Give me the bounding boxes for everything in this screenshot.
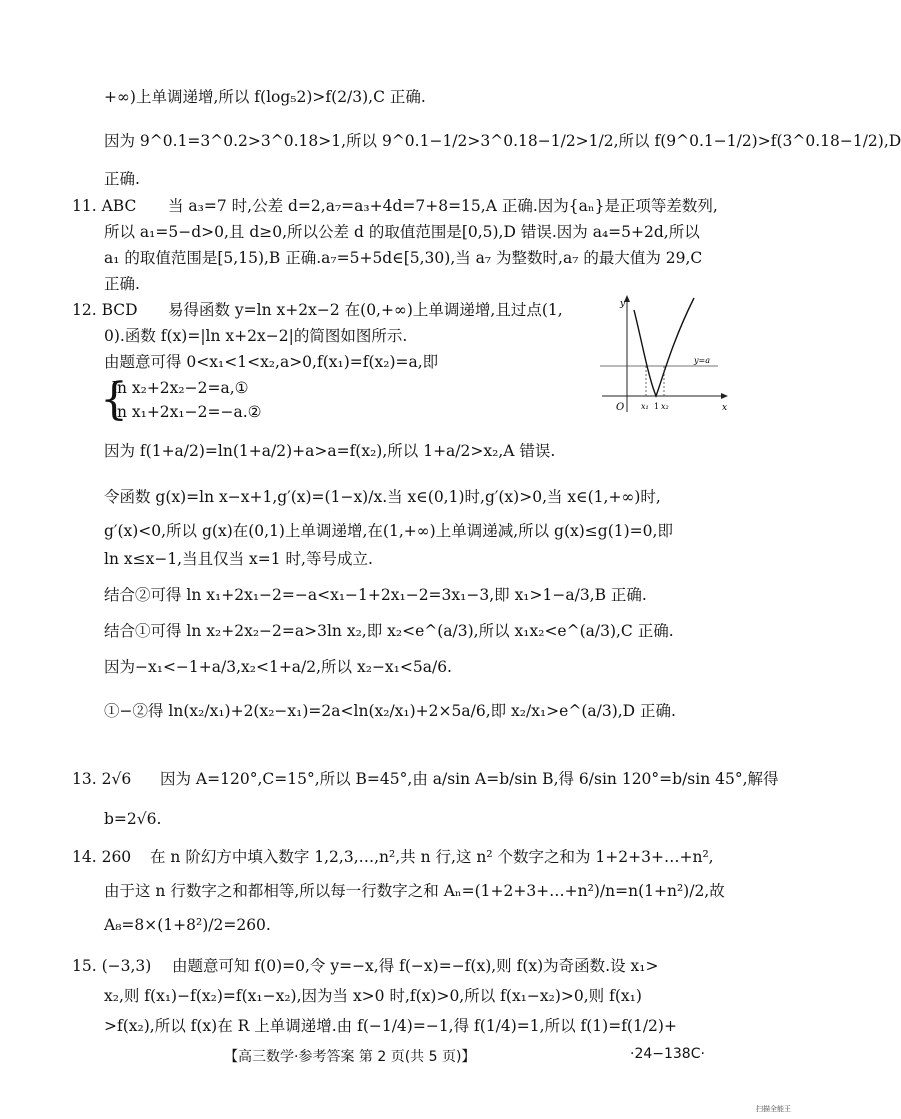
text-line: 结合②可得 ln x₁+2x₁−2=−a<x₁−1+2x₁−2=3x₁−3,即 x₁>1−a/3,B 正确. bbox=[104, 586, 647, 604]
curve-label: y=a bbox=[694, 356, 710, 365]
question-number: 12. BCD bbox=[72, 301, 138, 319]
text-line: 在 n 阶幻方中填入数字 1,2,3,…,n²,共 n 行,这 n² 个数字之和为 1+2+3+…+n², bbox=[150, 848, 714, 866]
tick-x2: x₂ bbox=[661, 402, 669, 411]
question-number: 14. 260 bbox=[72, 848, 132, 866]
text-line: ln x₁+2x₁−2=−a.② bbox=[112, 403, 262, 421]
text-line: 因为−x₁<−1+a/3,x₂<1+a/2,所以 x₂−x₁<5a/6. bbox=[104, 658, 452, 676]
question-number: 15. (−3,3) bbox=[72, 957, 152, 975]
text-line: 正确. bbox=[104, 275, 140, 293]
text-line: 结合①可得 ln x₂+2x₂−2=a>3ln x₂,即 x₂<e^(a/3),所以 x₁x₂<e^(a/3),C 正确. bbox=[104, 622, 674, 640]
text-line: 由题意可得 0<x₁<1<x₂,a>0,f(x₁)=f(x₂)=a,即 bbox=[104, 353, 439, 371]
tick-1: 1 bbox=[654, 402, 660, 411]
text-line: 0).函数 f(x)=|ln x+2x−2|的简图如图所示. bbox=[104, 327, 408, 345]
question-number: 11. ABC bbox=[72, 197, 137, 215]
text-line: b=2√6. bbox=[104, 810, 162, 828]
y-axis-label: y bbox=[620, 299, 626, 309]
tick-x1: x₁ bbox=[641, 402, 649, 411]
question-number: 13. 2√6 bbox=[72, 770, 132, 788]
footer-code: ·24−138C· bbox=[630, 1046, 705, 1062]
equation-brace: { bbox=[100, 374, 128, 425]
text-line: >f(x₂),所以 f(x)在 R 上单调递增.由 f(−1/4)=−1,得 f(1/4)=1,所以 f(1)=f(1/2)+ bbox=[104, 1017, 677, 1035]
text-line: 正确. bbox=[104, 170, 140, 188]
text-line: 因为 f(1+a/2)=ln(1+a/2)+a>a=f(x₂),所以 1+a/2>x₂,A 错误. bbox=[104, 442, 556, 460]
origin-label: O bbox=[616, 402, 625, 413]
x-axis-arrow bbox=[721, 393, 728, 399]
text-line: x₂,则 f(x₁)−f(x₂)=f(x₁−x₂),因为当 x>0 时,f(x)>0,所以 f(x₁−x₂)>0,则 f(x₁) bbox=[104, 987, 642, 1005]
text-line: 当 a₃=7 时,公差 d=2,a₇=a₃+4d=7+8=15,A 正确.因为{aₙ}是正项等差数列, bbox=[168, 197, 718, 215]
text-line: 因为 9^0.1=3^0.2>3^0.18>1,所以 9^0.1−1/2>3^0.18−1/2>1/2,所以 f(9^0.1−1/2)>f(3^0.18−1/2),D bbox=[104, 132, 901, 150]
footer-title: 【高三数学·参考答案 第 2 页(共 5 页)】 bbox=[224, 1049, 476, 1065]
text-line: 由于这 n 行数字之和都相等,所以每一行数字之和 Aₙ=(1+2+3+…+n²)/n=n(1+n²)/2,故 bbox=[104, 882, 725, 900]
text-line: g′(x)<0,所以 g(x)在(0,1)上单调递增,在(1,+∞)上单调递减,所以 g(x)≤g(1)=0,即 bbox=[104, 522, 673, 540]
watermark: 扫描全能王 bbox=[756, 1105, 791, 1113]
text-line: 令函数 g(x)=ln x−x+1,g′(x)=(1−x)/x.当 x∈(0,1)时,g′(x)>0,当 x∈(1,+∞)时, bbox=[104, 488, 661, 506]
text-line: +∞)上单调递增,所以 f(log₅2)>f(2/3),C 正确. bbox=[104, 88, 426, 106]
text-line: 由题意可知 f(0)=0,令 y=−x,得 f(−x)=−f(x),则 f(x)为奇函数.设 x₁> bbox=[172, 957, 659, 975]
text-line: a₁ 的取值范围是[5,15),B 正确.a₇=5+5d∈[5,30),当 a₇ 为整数时,a₇ 的最大值为 29,C bbox=[104, 249, 703, 267]
text-line: ln x₂+2x₂−2=a,① bbox=[112, 379, 249, 397]
function-graph bbox=[594, 292, 730, 420]
text-line: ①−②得 ln(x₂/x₁)+2(x₂−x₁)=2a<ln(x₂/x₁)+2×5a/6,即 x₂/x₁>e^(a/3),D 正确. bbox=[104, 702, 676, 720]
text-line: 因为 A=120°,C=15°,所以 B=45°,由 a/sin A=b/sin B,得 6/sin 120°=b/sin 45°,解得 bbox=[160, 770, 779, 788]
function-curve bbox=[634, 298, 694, 396]
text-line: ln x≤x−1,当且仅当 x=1 时,等号成立. bbox=[104, 550, 373, 568]
x-axis-label: x bbox=[722, 403, 728, 413]
text-line: 易得函数 y=ln x+2x−2 在(0,+∞)上单调递增,且过点(1, bbox=[168, 301, 563, 319]
text-line: 所以 a₁=5−d>0,且 d≥0,所以公差 d 的取值范围是[0,5),D 错误.因为 a₄=5+2d,所以 bbox=[104, 223, 700, 241]
text-line: A₈=8×(1+8²)/2=260. bbox=[104, 916, 271, 934]
